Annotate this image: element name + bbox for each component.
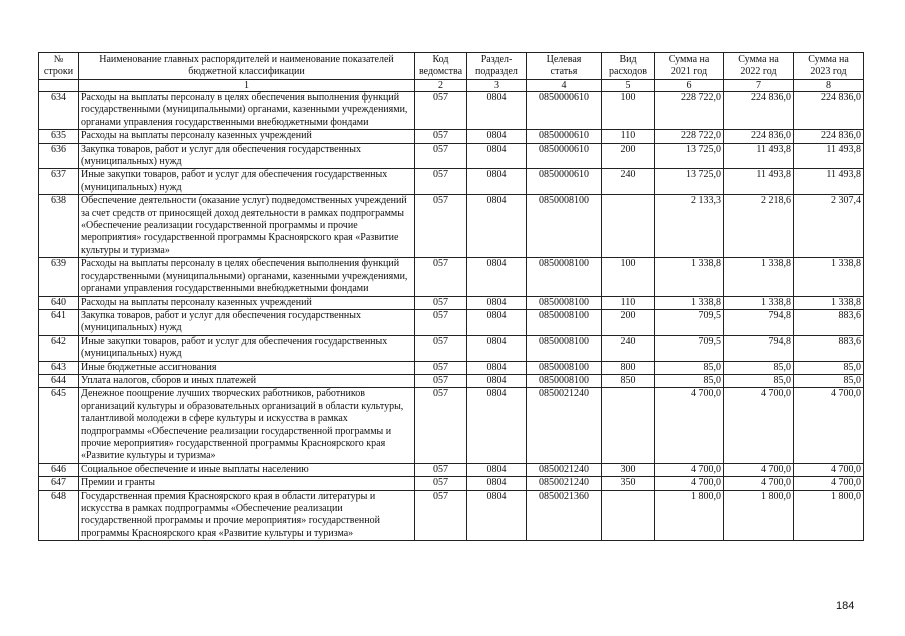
table-row: [39, 490, 864, 541]
row-sum-2023: 11 493,8: [794, 143, 864, 169]
table-row: [39, 258, 864, 296]
row-target: 0850000610: [527, 169, 602, 195]
row-sum-2023: 1 338,8: [794, 258, 864, 296]
row-sum-2022: 224 836,0: [724, 130, 794, 143]
row-section: 0804: [467, 361, 527, 374]
row-type: 110: [602, 296, 655, 309]
row-sum-2021: 1 800,0: [655, 490, 724, 541]
column-index: 4: [527, 80, 602, 92]
row-target: 0850008100: [527, 361, 602, 374]
table-row: [39, 143, 864, 169]
row-target: 0850008100: [527, 374, 602, 387]
header-sum-2021: Сумма на 2021 год: [655, 53, 724, 80]
row-number: 636: [39, 143, 79, 169]
row-sum-2023: 1 800,0: [794, 490, 864, 541]
column-index: 1: [79, 80, 415, 92]
row-number: 638: [39, 195, 79, 258]
row-code: 057: [415, 335, 467, 361]
header-sum-2023: Сумма на 2023 год: [794, 53, 864, 80]
row-sum-2022: 794,8: [724, 335, 794, 361]
row-sum-2022: 1 800,0: [724, 490, 794, 541]
row-sum-2022: 4 700,0: [724, 463, 794, 476]
row-code: 057: [415, 296, 467, 309]
row-number: 647: [39, 477, 79, 490]
table-row: [39, 388, 864, 463]
row-number: 640: [39, 296, 79, 309]
row-sum-2023: 11 493,8: [794, 169, 864, 195]
row-sum-2022: 4 700,0: [724, 477, 794, 490]
row-name: Расходы на выплаты персоналу в целях обеспечения выполнения функций государственными (муниципальными) органами, казенными учреждениями, органами управления государственными внебюджетными фондами: [79, 92, 415, 130]
table-row: [39, 335, 864, 361]
column-index: 5: [602, 80, 655, 92]
row-code: 057: [415, 477, 467, 490]
header-target: Целевая статья: [527, 53, 602, 80]
row-type: 100: [602, 92, 655, 130]
row-code: 057: [415, 258, 467, 296]
row-section: 0804: [467, 169, 527, 195]
row-type: 300: [602, 463, 655, 476]
column-index: 3: [467, 80, 527, 92]
row-sum-2022: 1 338,8: [724, 258, 794, 296]
row-sum-2023: 85,0: [794, 361, 864, 374]
table-row: [39, 374, 864, 387]
row-name: Премии и гранты: [79, 477, 415, 490]
header-sum-2022: Сумма на 2022 год: [724, 53, 794, 80]
row-target: 0850021240: [527, 477, 602, 490]
row-sum-2023: 883,6: [794, 335, 864, 361]
row-sum-2022: 224 836,0: [724, 92, 794, 130]
header-row-number: № строки: [39, 53, 79, 80]
row-code: 057: [415, 388, 467, 463]
row-target: 0850000610: [527, 143, 602, 169]
row-target: 0850008100: [527, 296, 602, 309]
table-row: [39, 92, 864, 130]
row-sum-2023: 4 700,0: [794, 477, 864, 490]
row-type: 200: [602, 143, 655, 169]
row-type: 110: [602, 130, 655, 143]
row-section: 0804: [467, 92, 527, 130]
row-section: 0804: [467, 130, 527, 143]
row-name: Обеспечение деятельности (оказание услуг) подведомственных учреждений за счет средств от приносящей доход деятельности в рамках подпрограммы «Обеспечение реализации государственной программы и прочие мероприятия» государственной программы Красноярского края «Развитие культуры и туризма»: [79, 195, 415, 258]
row-sum-2022: 2 218,6: [724, 195, 794, 258]
header-row: [39, 53, 864, 80]
column-index-row: [39, 80, 864, 92]
row-code: 057: [415, 143, 467, 169]
row-section: 0804: [467, 477, 527, 490]
table-body: [39, 92, 864, 541]
row-sum-2021: 1 338,8: [655, 296, 724, 309]
column-index: [39, 80, 79, 92]
row-section: 0804: [467, 463, 527, 476]
row-code: 057: [415, 374, 467, 387]
row-sum-2022: 85,0: [724, 361, 794, 374]
row-target: 0850000610: [527, 92, 602, 130]
column-index: 7: [724, 80, 794, 92]
row-code: 057: [415, 130, 467, 143]
row-sum-2022: 11 493,8: [724, 169, 794, 195]
table-row: [39, 361, 864, 374]
row-section: 0804: [467, 388, 527, 463]
table-row: [39, 477, 864, 490]
row-number: 641: [39, 309, 79, 335]
row-sum-2021: 228 722,0: [655, 130, 724, 143]
row-target: 0850008100: [527, 335, 602, 361]
table-row: [39, 463, 864, 476]
row-name: Социальное обеспечение и иные выплаты населению: [79, 463, 415, 476]
table-row: [39, 169, 864, 195]
row-name: Закупка товаров, работ и услуг для обеспечения государственных (муниципальных) нужд: [79, 309, 415, 335]
row-sum-2023: 2 307,4: [794, 195, 864, 258]
row-sum-2023: 4 700,0: [794, 388, 864, 463]
header-section: Раздел- подраздел: [467, 53, 527, 80]
row-sum-2021: 4 700,0: [655, 388, 724, 463]
row-sum-2021: 13 725,0: [655, 169, 724, 195]
row-number: 642: [39, 335, 79, 361]
row-target: 0850000610: [527, 130, 602, 143]
column-index: 6: [655, 80, 724, 92]
row-code: 057: [415, 361, 467, 374]
row-type: [602, 490, 655, 541]
row-target: 0850021240: [527, 463, 602, 476]
row-sum-2023: 1 338,8: [794, 296, 864, 309]
row-name: Иные закупки товаров, работ и услуг для обеспечения государственных (муниципальных) нужд: [79, 335, 415, 361]
row-sum-2021: 2 133,3: [655, 195, 724, 258]
row-sum-2021: 85,0: [655, 361, 724, 374]
row-name: Расходы на выплаты персоналу в целях обеспечения выполнения функций государственными (муниципальными) органами, казенными учреждениями, органами управления государственными внебюджетными фондами: [79, 258, 415, 296]
row-number: 639: [39, 258, 79, 296]
row-code: 057: [415, 490, 467, 541]
row-sum-2023: 4 700,0: [794, 463, 864, 476]
row-code: 057: [415, 309, 467, 335]
row-sum-2022: 85,0: [724, 374, 794, 387]
row-sum-2023: 883,6: [794, 309, 864, 335]
row-type: 240: [602, 169, 655, 195]
row-type: 200: [602, 309, 655, 335]
row-section: 0804: [467, 258, 527, 296]
column-index: 8: [794, 80, 864, 92]
header-code: Код ведомства: [415, 53, 467, 80]
row-sum-2021: 1 338,8: [655, 258, 724, 296]
row-type: 100: [602, 258, 655, 296]
row-code: 057: [415, 92, 467, 130]
row-type: [602, 195, 655, 258]
row-sum-2023: 85,0: [794, 374, 864, 387]
row-target: 0850008100: [527, 309, 602, 335]
row-sum-2021: 709,5: [655, 335, 724, 361]
row-sum-2021: 4 700,0: [655, 463, 724, 476]
row-number: 635: [39, 130, 79, 143]
table-row: [39, 130, 864, 143]
row-name: Иные бюджетные ассигнования: [79, 361, 415, 374]
row-type: 850: [602, 374, 655, 387]
row-sum-2022: 1 338,8: [724, 296, 794, 309]
row-number: 645: [39, 388, 79, 463]
row-number: 634: [39, 92, 79, 130]
page-number: 184: [836, 600, 855, 612]
row-name: Денежное поощрение лучших творческих работников, работников организаций культуры и образовательных организаций в области культуры, талантливой молодежи в сфере культуры и искусства в рамках подпрограммы «Обеспечение реализации государственной программы и прочие мероприятия» государственной программы Красноярского края «Развитие культуры и туризма»: [79, 388, 415, 463]
column-index: 2: [415, 80, 467, 92]
row-section: 0804: [467, 195, 527, 258]
row-section: 0804: [467, 143, 527, 169]
row-code: 057: [415, 463, 467, 476]
row-target: 0850021240: [527, 388, 602, 463]
row-section: 0804: [467, 335, 527, 361]
row-name: Расходы на выплаты персоналу казенных учреждений: [79, 296, 415, 309]
row-code: 057: [415, 195, 467, 258]
row-type: 350: [602, 477, 655, 490]
row-number: 644: [39, 374, 79, 387]
row-sum-2021: 709,5: [655, 309, 724, 335]
row-number: 643: [39, 361, 79, 374]
row-number: 648: [39, 490, 79, 541]
row-name: Закупка товаров, работ и услуг для обеспечения государственных (муниципальных) нужд: [79, 143, 415, 169]
row-sum-2022: 794,8: [724, 309, 794, 335]
row-section: 0804: [467, 490, 527, 541]
row-sum-2022: 11 493,8: [724, 143, 794, 169]
table-row: [39, 296, 864, 309]
header-type: Вид расходов: [602, 53, 655, 80]
row-section: 0804: [467, 309, 527, 335]
row-target: 0850021360: [527, 490, 602, 541]
row-type: [602, 388, 655, 463]
row-sum-2023: 224 836,0: [794, 92, 864, 130]
row-type: 240: [602, 335, 655, 361]
row-type: 800: [602, 361, 655, 374]
row-name: Иные закупки товаров, работ и услуг для обеспечения государственных (муниципальных) нужд: [79, 169, 415, 195]
table-row: [39, 309, 864, 335]
row-sum-2021: 4 700,0: [655, 477, 724, 490]
row-sum-2021: 228 722,0: [655, 92, 724, 130]
row-code: 057: [415, 169, 467, 195]
row-target: 0850008100: [527, 195, 602, 258]
row-section: 0804: [467, 374, 527, 387]
row-name: Расходы на выплаты персоналу казенных учреждений: [79, 130, 415, 143]
row-sum-2021: 13 725,0: [655, 143, 724, 169]
table-row: [39, 195, 864, 258]
row-sum-2021: 85,0: [655, 374, 724, 387]
row-target: 0850008100: [527, 258, 602, 296]
row-section: 0804: [467, 296, 527, 309]
budget-table: [38, 52, 864, 541]
header-name: Наименование главных распорядителей и наименование показателей бюджетной классификации: [79, 53, 415, 80]
row-number: 637: [39, 169, 79, 195]
row-sum-2022: 4 700,0: [724, 388, 794, 463]
row-number: 646: [39, 463, 79, 476]
row-name: Государственная премия Красноярского края в области литературы и искусства в рамках подпрограммы «Обеспечение реализации государственной программы и прочие мероприятия» государственной программы Красноярского края «Развитие культуры и туризма»: [79, 490, 415, 541]
row-sum-2023: 224 836,0: [794, 130, 864, 143]
row-name: Уплата налогов, сборов и иных платежей: [79, 374, 415, 387]
